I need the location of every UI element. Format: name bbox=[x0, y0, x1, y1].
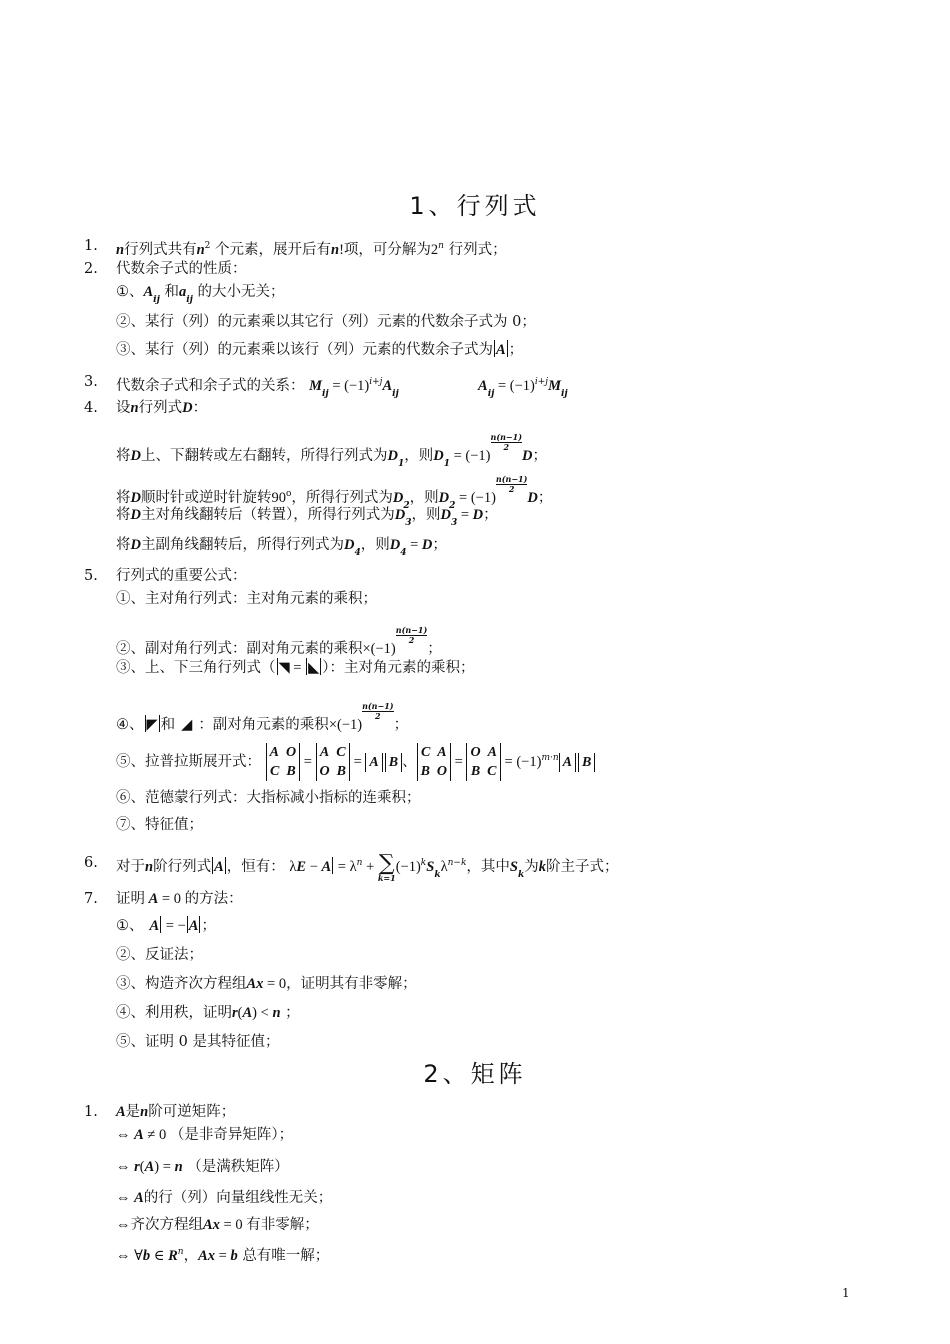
text-line: ④、利用秩，证明r(A) < n ； bbox=[116, 1005, 300, 1021]
text-line: ④、 ◤ 和 ◢ ：副对角元素的乘积×(−1) $\frac{n(n-1)}{2}$ ； bbox=[116, 701, 409, 733]
text-line: ②、反证法； bbox=[116, 947, 203, 963]
page-number: 1 bbox=[842, 1286, 850, 1300]
text-line: 将D顺时针或逆时针旋转90$^o$，所得行列式为$D_2$，则$D_2 = (-1)$ $\frac{n(n-1)}{2}$ D； bbox=[116, 474, 553, 511]
text-line: ③、某行（列）的元素乘以该行（列）元素的代数余子式为 A ； bbox=[116, 342, 524, 358]
item-number: 5. bbox=[84, 568, 98, 584]
text-line: ⇔ A ≠ 0 （是非奇异矩阵）； bbox=[116, 1127, 294, 1143]
text-line: 代数余子式的性质： bbox=[116, 261, 247, 277]
item-number: 3. bbox=[84, 374, 98, 390]
text-line: 将D主副角线翻转后，所得行列式为$D_4$，则$D_4 = D$； bbox=[116, 537, 447, 558]
item-number: 1. bbox=[84, 1104, 98, 1120]
text-line: 行列式的重要公式： bbox=[116, 568, 247, 584]
text-line: n行列式共有$n^2$ 个元素，展开后有n!项，可分解为2$^n$ 行列式； bbox=[116, 241, 507, 258]
item-number: 6. bbox=[84, 855, 98, 871]
section-title: 1、行列式 bbox=[409, 192, 541, 220]
text-line: 对于n阶行列式 A ，恒有： $\lambda E - A = \lambda^n$ + ∑ k=1 $(-1)^kS_k\lambda^{n-k}$，其中$S_k$为k阶主子式； bbox=[116, 851, 619, 883]
text-line: ②、副对角行列式：副对角元素的乘积×(−1) $\frac{n(n-1)}{2}$ ； bbox=[116, 625, 442, 657]
section-title: 2、矩阵 bbox=[423, 1060, 527, 1088]
item-number: 4. bbox=[84, 400, 98, 416]
text-line: 证明 A = 0 的方法： bbox=[116, 891, 243, 907]
text-line: ⇔ ∀b ∈ $R^n$，Ax = b 总有唯一解； bbox=[116, 1247, 330, 1264]
text-line: 将D上、下翻转或左右翻转，所得行列式为$D_1$，则$D_1 = (-1)$ $\frac{n(n-1)}{2}$ D； bbox=[116, 432, 547, 469]
text-line: ③、构造齐次方程组Ax = 0，证明其有非零解； bbox=[116, 976, 417, 992]
text-line: 将D主对角线翻转后（转置），所得行列式为$D_3$，则$D_3 = D$； bbox=[116, 507, 498, 528]
text-line: ③、上、下三角行列式（ ◥ = ◣ ）：主对角元素的乘积； bbox=[116, 660, 475, 676]
text-line: ⑤、拉普拉斯展开式： A O C B = A C O B = A B 、C A B O = O A B $C = (-1)^{m\cdot n}$ A B bbox=[116, 736, 595, 780]
text-line: 设n行列式D： bbox=[116, 400, 208, 416]
text-line: 代数余子式和余子式的关系： $M_{ij} = (-1)^{i+j}A_{ij}$ $A_{ij} = (-1)^{i+j}M_{ij}$ bbox=[116, 377, 568, 399]
text-line: ①、主对角行列式：主对角元素的乘积； bbox=[116, 591, 377, 607]
item-number: 1. bbox=[84, 238, 98, 254]
text-line: ⇔ r(A) = n （是满秩矩阵） bbox=[116, 1159, 289, 1175]
text-line: ⇔ A的行（列）向量组线性无关； bbox=[116, 1190, 333, 1206]
text-line: ⑦、特征值； bbox=[116, 817, 203, 833]
text-line: ①、$A_{ij}$ 和$a_{ij}$ 的大小无关； bbox=[116, 284, 285, 305]
text-line: A是n阶可逆矩阵； bbox=[116, 1104, 236, 1120]
text-line: ①、 A = − A ； bbox=[116, 918, 216, 934]
item-number: 2. bbox=[84, 261, 98, 277]
text-line: ⑥、范德蒙行列式：大指标减小指标的连乘积； bbox=[116, 790, 421, 806]
item-number: 7. bbox=[84, 891, 98, 907]
text-line: ②、某行（列）的元素乘以其它行（列）元素的代数余子式为 0； bbox=[116, 314, 536, 330]
text-line: ⑤、证明 0 是其特征值； bbox=[116, 1034, 280, 1050]
text-line: ⇔齐次方程组Ax = 0 有非零解； bbox=[116, 1217, 319, 1233]
